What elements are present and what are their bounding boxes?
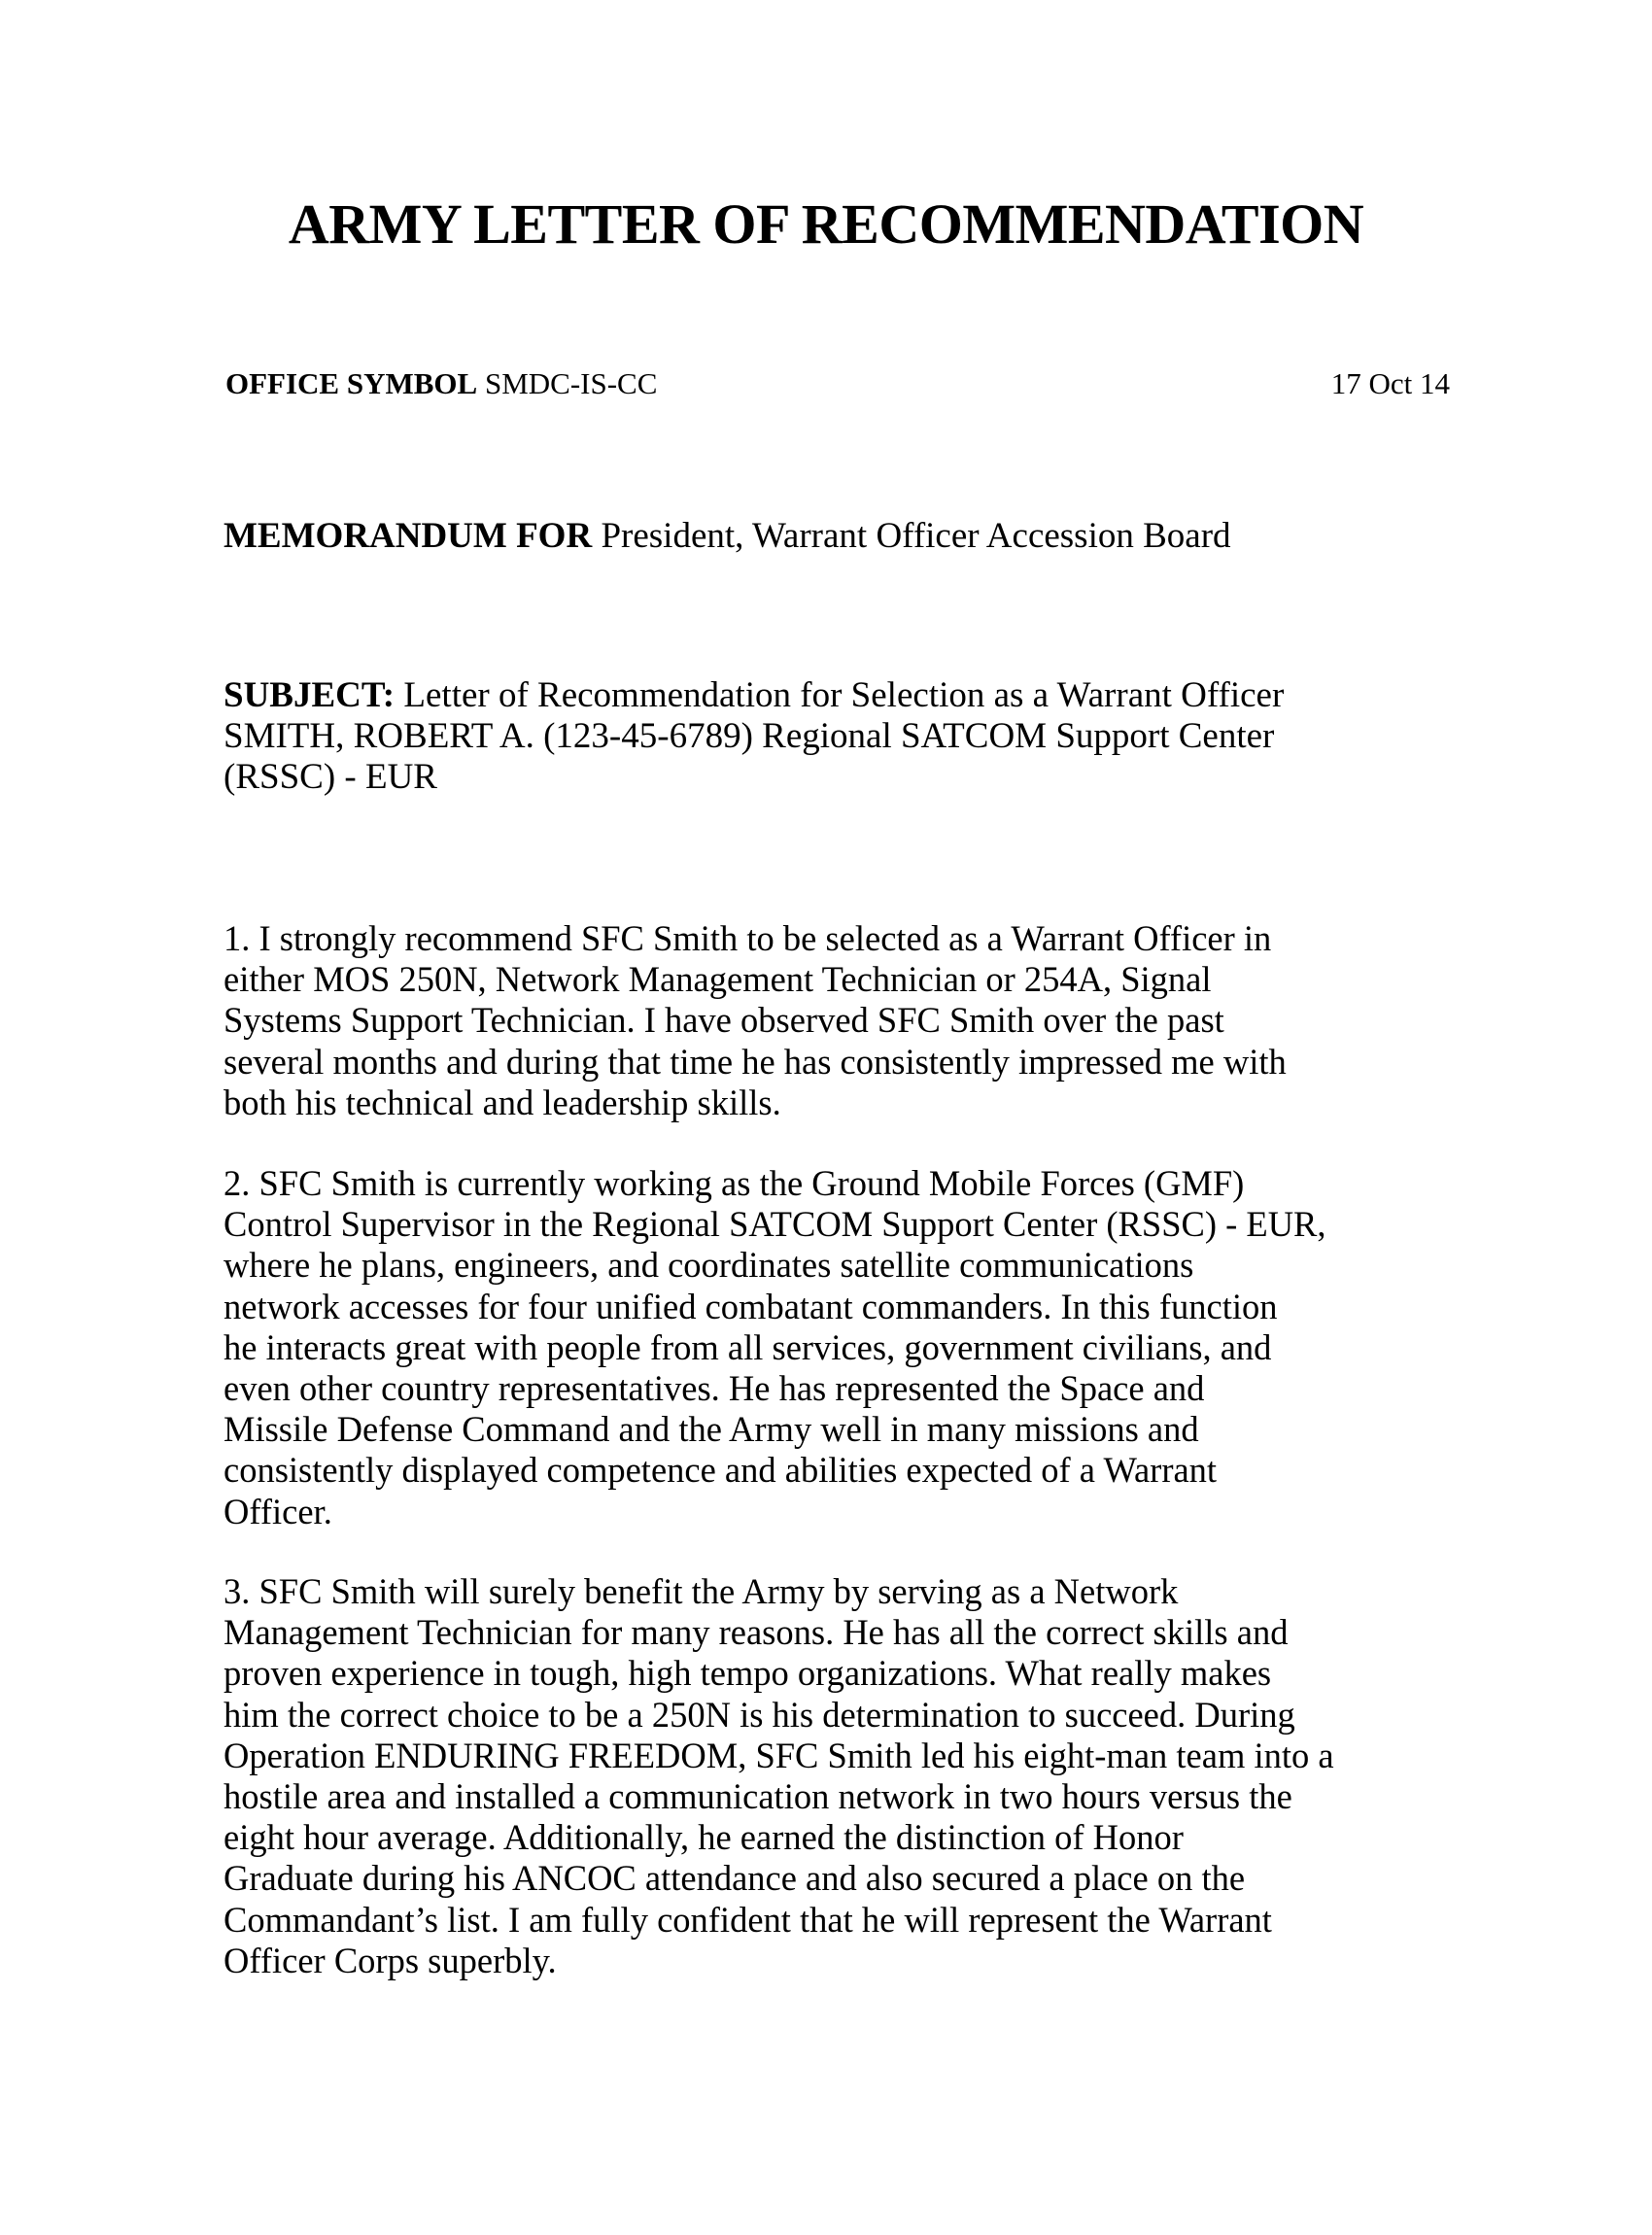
paragraph-line: 2. SFC Smith is currently working as the Ground Mobile Forces (GMF) [224, 1163, 1245, 1203]
paragraph-line: him the correct choice to be a 250N is his determination to succeed. During [224, 1694, 1295, 1735]
office-symbol-row [225, 365, 1450, 402]
subject-line-1 [224, 675, 1487, 716]
paragraph-line: Graduate during his ANCOC attendance and also secured a place on the [224, 1858, 1246, 1899]
subject-block [224, 675, 1487, 798]
paragraph-line: either MOS 250N, Network Management Technician or 254A, Signal [224, 959, 1212, 1000]
office-symbol-value: SMDC-IS-CC [477, 366, 658, 400]
paragraph-line: Commandant’s list. I am fully confident that he will represent the Warrant [224, 1899, 1272, 1940]
paragraph-line: eight hour average. Additionally, he earned the distinction of Honor [224, 1817, 1184, 1858]
paragraph-line: 1. I strongly recommend SFC Smith to be selected as a Warrant Officer in [224, 918, 1272, 958]
paragraph-line: hostile area and installed a communication network in two hours versus the [224, 1776, 1292, 1817]
paragraph-line: Missile Defense Command and the Army well in many missions and [224, 1409, 1199, 1450]
memorandum-line [224, 515, 1467, 558]
paragraph-line: both his technical and leadership skills. [224, 1082, 781, 1122]
paragraph-2 [224, 1163, 1487, 1532]
subject-line-2: SMITH, ROBERT A. (123-45-6789) Regional SATCOM Support Center [224, 716, 1275, 756]
paragraph-line: Operation ENDURING FREEDOM, SFC Smith led his eight-man team into a [224, 1735, 1334, 1775]
letter-date: 17 Oct 14 [1330, 366, 1450, 400]
paragraph-3 [224, 1571, 1487, 1981]
paragraph-line: network accesses for four unified combatant commanders. In this function [224, 1286, 1278, 1326]
paragraph-line: consistently displayed competence and abilities expected of a Warrant [224, 1450, 1218, 1491]
paragraph-line: Control Supervisor in the Regional SATCOM Support Center (RSSC) - EUR, [224, 1204, 1326, 1245]
paragraph-line: several months and during that time he has consistently impressed me with [224, 1041, 1287, 1082]
paragraph-line: he interacts great with people from all services, government civilians, and [224, 1326, 1272, 1367]
office-symbol-label: OFFICE SYMBOL [225, 366, 478, 400]
paragraph-1 [224, 918, 1487, 1123]
paragraph-line: proven experience in tough, high tempo organizations. What really makes [224, 1653, 1272, 1694]
memorandum-label: MEMORANDUM FOR [224, 516, 593, 556]
memorandum-value: President, Warrant Officer Accession Board [592, 516, 1231, 556]
document-title: ARMY LETTER OF RECOMMENDATION [288, 192, 1364, 256]
subject-line-3: (RSSC) - EUR [224, 757, 437, 797]
subject-label: SUBJECT: [224, 675, 396, 715]
paragraph-line: Management Technician for many reasons. He has all the correct skills and [224, 1612, 1289, 1653]
paragraph-line: 3. SFC Smith will surely benefit the Army by serving as a Network [224, 1571, 1179, 1611]
subject-text: Letter of Recommendation for Selection as a Warrant Officer [395, 675, 1285, 715]
paragraph-line: Systems Support Technician. I have observed SFC Smith over the past [224, 1000, 1224, 1041]
paragraph-line: where he plans, engineers, and coordinates satellite communications [224, 1245, 1194, 1286]
paragraph-line: Officer Corps superbly. [224, 1940, 557, 1980]
paragraph-line: even other country representatives. He has represented the Space and [224, 1368, 1205, 1409]
paragraph-line: Officer. [224, 1491, 332, 1531]
